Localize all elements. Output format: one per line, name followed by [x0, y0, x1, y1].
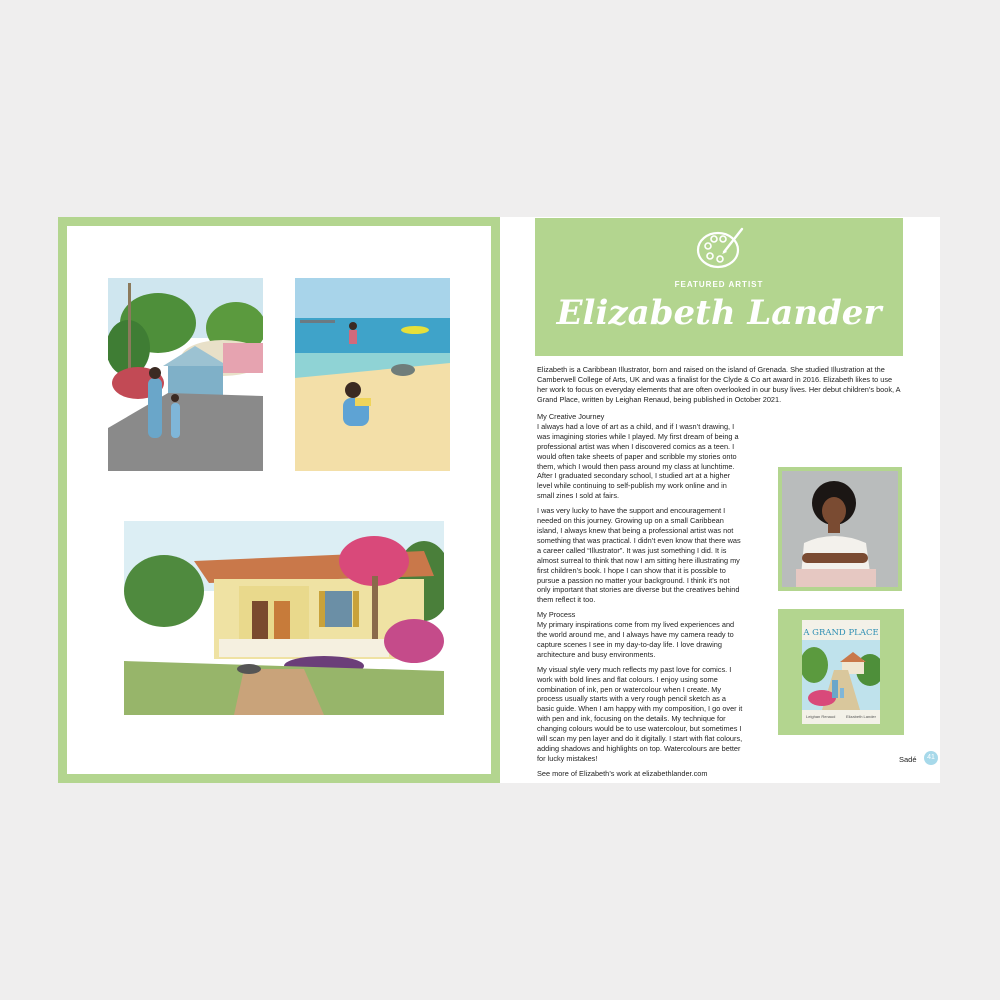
book-cover — [802, 620, 880, 724]
artist-portrait — [782, 471, 898, 587]
right-page — [500, 217, 940, 783]
illustration-beach-scene — [295, 278, 450, 471]
magazine-name: Sadé — [899, 755, 917, 764]
left-page-frame — [58, 217, 500, 783]
book-author: Leighan Renaud — [806, 714, 836, 719]
paragraph: I was very lucky to have the support and encouragement I needed on this journey. Growing up on a small Caribbean island, I always knew that being a professional artist was not something that was practical. I didn’t even know that there was a career called “Illustrator”. It was just something I did. It is almost surreal to think that now I am sitting here illustrating my first children’s book. I hope I can show that it is possible to pursue a passion no matter your background. I think it’s not only important that stories are diverse but the creatives behind them reflect it too. — [537, 506, 741, 605]
book-title: A GRAND PLACE — [803, 628, 879, 638]
section-kicker: FEATURED ARTIST — [674, 280, 764, 289]
illustration-house-scene — [124, 521, 444, 715]
section-heading: My Creative Journey — [537, 412, 605, 421]
book-cover-frame — [778, 609, 904, 735]
page-number-badge: 41 — [924, 751, 938, 765]
artist-name-title: Elizabeth Lander — [556, 293, 882, 333]
book-cover-art — [802, 640, 880, 710]
header-banner — [535, 218, 903, 356]
paragraph: My visual style very much reflects my past love for comics. I work with bold lines and flat colours. I enjoy using some combination of ink, pen or watercolour when I create. My process usually starts with a very rough pencil sketch as a basic guide. When I am happy with my composition, I go over it with pen and ink, focusing on the details. My technique for changing colours would be to use watercolour, but sometimes I will scan my pen layer and do it digitally. I start with flat colours, adding shadows and highlights on top. Watercolours are better for lucky mistakes! — [537, 664, 743, 763]
illustration-street-scene — [108, 278, 263, 471]
paragraph: My primary inspirations come from my lived experiences and the world around me, and I always have my camera ready to capture scenes I see in my day-to-day life. I love drawing architecture and busy environments. — [537, 620, 735, 659]
intro-paragraph: Elizabeth is a Caribbean Illustrator, born and raised on the island of Grenada. She studied Illustration at the Camberwell College of Arts, UK and was a finalist for the Clyde & Co art award in 2016. Elizabeth likes to use her work to focus on everyday elements that are often overlooked in our busy lives. Her debut children’s book, A Grand Place, written by Leighan Renaud, being published in October 2021. — [537, 365, 901, 404]
left-page — [67, 226, 491, 774]
paragraph: I always had a love of art as a child, and if I wasn’t drawing, I was imagining stories while I played. My first dream of being a professional artist was when I discovered comics as a teen. I would often take sheets of paper and scribble my stories onto them, which I would then pass around my class at lunchtime. After I graduated secondary school, I studied art at a higher level while continuing to self-publish my work online and in small zines I sold at fairs. — [537, 421, 739, 501]
palette-icon — [694, 221, 746, 273]
book-illustrator: Elizabeth Lander — [845, 714, 876, 719]
artist-photo-frame — [778, 467, 902, 591]
magazine-spread — [58, 217, 940, 783]
website-link-text: See more of Elizabeth’s work at elizabethlander.com — [537, 768, 708, 778]
article-body — [537, 412, 744, 784]
section-heading: My Process — [537, 610, 576, 620]
